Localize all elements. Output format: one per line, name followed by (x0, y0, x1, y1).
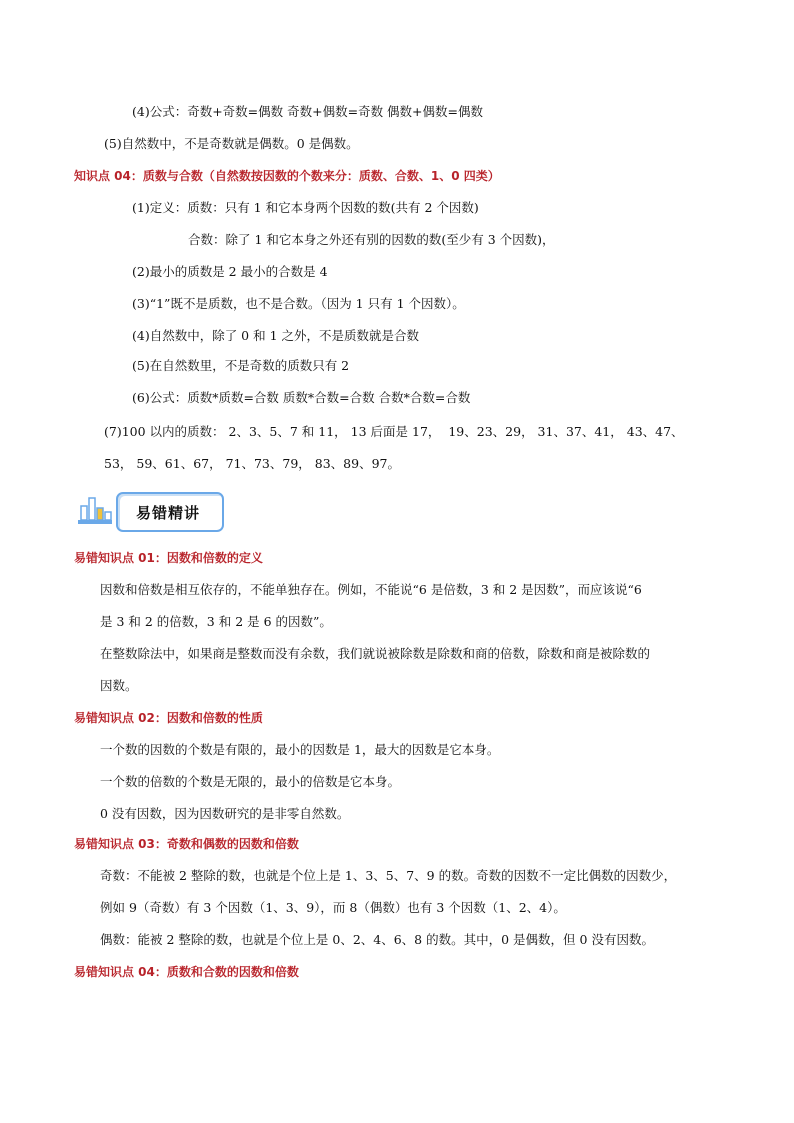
e03-line: 偶数：能被 2 整除的数，也就是个位上是 0、2、4、6、8 的数。其中，0 是偶数，但 0 没有因数。 (100, 932, 654, 947)
kp04-item: (4)自然数中，除了 0 和 1 之外，不是质数就是合数 (132, 328, 420, 343)
kp04-item: 合数：除了 1 和它本身之外还有别的因数的数(至少有 3 个因数)， (188, 232, 555, 247)
banner-title: 易错精讲 (136, 504, 201, 522)
e02-heading: 易错知识点 02：因数和倍数的性质 (74, 711, 263, 725)
e01-line: 是 3 和 2 的倍数，3 和 2 是 6 的因数”。 (100, 614, 332, 629)
e03-line: 例如 9（奇数）有 3 个因数（1、3、9），而 8（偶数）也有 3 个因数（1、2、4）。 (100, 900, 566, 915)
kp04-item: (2)最小的质数是 2 最小的合数是 4 (132, 264, 328, 279)
e01-line: 因数。 (100, 678, 138, 693)
e03-line: 奇数：不能被 2 整除的数，也就是个位上是 1、3、5、7、9 的数。奇数的因数不一定比偶数的因数少， (100, 868, 677, 883)
kp04-item: (3)“1”既不是质数，也不是合数。（因为 1 只有 1 个因数）。 (132, 296, 465, 311)
e01-heading: 易错知识点 01：因数和倍数的定义 (74, 551, 263, 565)
kp04-item: (1)定义：质数：只有 1 和它本身两个因数的数(共有 2 个因数) (132, 200, 479, 215)
bar-chart-icon (76, 490, 116, 530)
e01-line: 因数和倍数是相互依存的，不能单独存在。例如，不能说“6 是倍数，3 和 2 是因数”，而应该说“6 (100, 582, 642, 597)
kp04-item: (7)100 以内的质数： 2、3、5、7 和 11， 13 后面是 17， 19、23、29， 31、37、41， 43、47、 (104, 424, 684, 439)
banner-box (116, 492, 224, 532)
formula-odd-even: (4)公式：奇数+奇数=偶数 奇数+偶数=奇数 偶数+偶数=偶数 (132, 104, 483, 119)
e04-heading: 易错知识点 04：质数和合数的因数和倍数 (74, 965, 299, 979)
e02-line: 0 没有因数，因为因数研究的是非零自然数。 (100, 806, 350, 821)
e02-line: 一个数的因数的个数是有限的，最小的因数是 1，最大的因数是它本身。 (100, 742, 500, 757)
e02-line: 一个数的倍数的个数是无限的，最小的倍数是它本身。 (100, 774, 401, 789)
section-banner (76, 490, 226, 532)
kp04-heading: 知识点 04：质数与合数（自然数按因数的个数来分：质数、合数、1、0 四类） (74, 169, 500, 183)
e03-heading: 易错知识点 03：奇数和偶数的因数和倍数 (74, 837, 299, 851)
e01-line: 在整数除法中，如果商是整数而没有余数，我们就说被除数是除数和商的倍数，除数和商是被除数的 (100, 646, 651, 661)
natural-number-note: (5)自然数中，不是奇数就是偶数。0 是偶数。 (104, 136, 359, 151)
kp04-item: (6)公式：质数*质数=合数 质数*合数=合数 合数*合数=合数 (132, 390, 471, 405)
kp04-item: 53， 59、61、67， 71、73、79， 83、89、97。 (104, 456, 400, 471)
kp04-item: (5)在自然数里，不是奇数的质数只有 2 (132, 358, 350, 373)
